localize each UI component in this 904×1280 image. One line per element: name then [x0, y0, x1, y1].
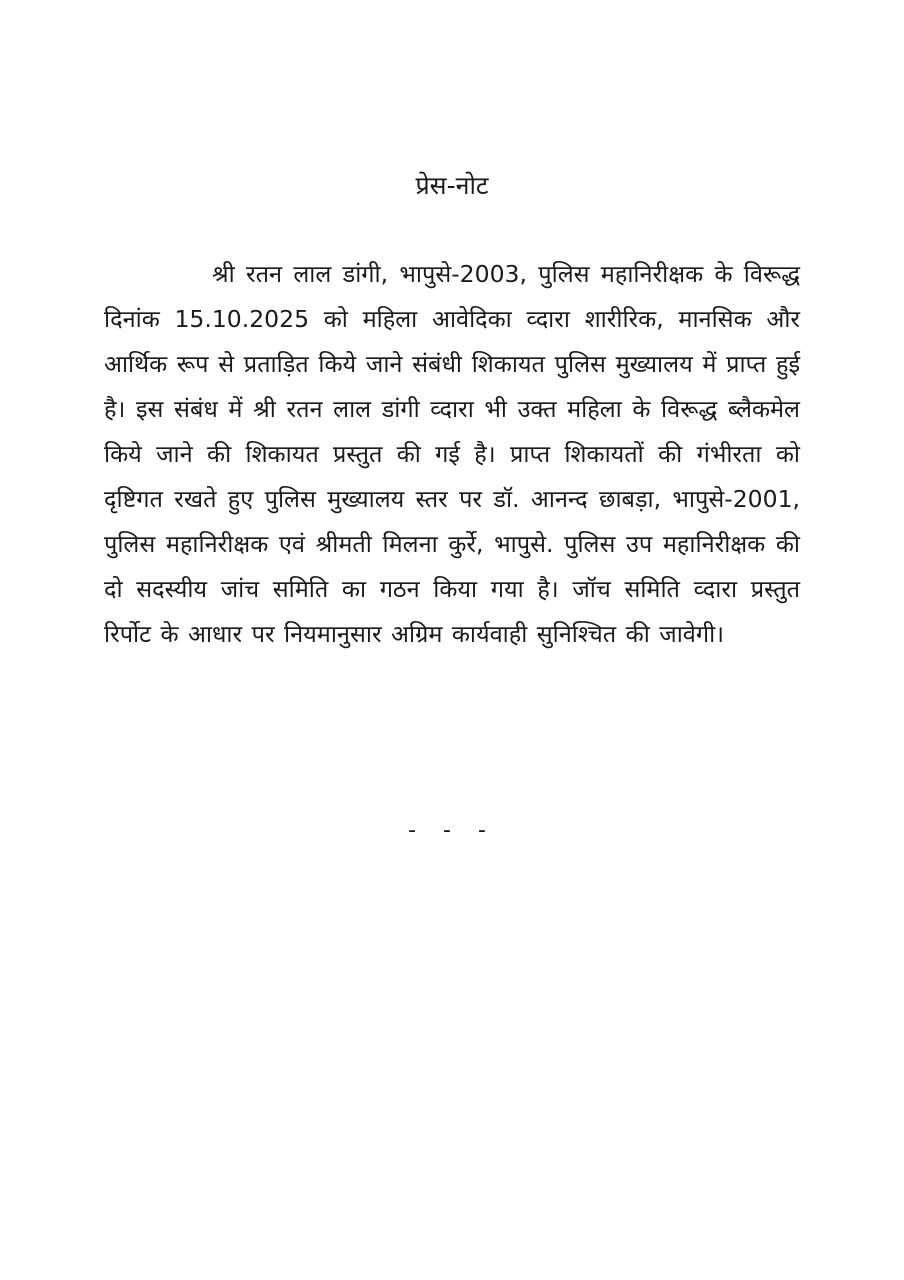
page-title: प्रेस-नोट	[415, 171, 489, 200]
press-note-body: श्री रतन लाल डांगी, भापुसे-2003, पुलिस महानिरीक्षक के विरूद्ध दिनांक 15.10.2025 को महिला आवेदिका व्दारा शारीरिक, मानसिक और आर्थिक रूप से प्रताड़ित किये जाने संबंधी शिकायत पुलिस मुख्यालय में प्राप्त हुई है। इस संबंध में श्री रतन लाल डांगी व्दारा भी उक्त महिला के विरूद्ध ब्लैकमेल किये जाने की शिकायत प्रस्तुत की गई है। प्राप्त शिकायतों की गंभीरता को दृष्टिगत रखते हुए पुलिस मुख्यालय स्तर पर डॉ. आनन्द छाबड़ा, भापुसे-2001, पुलिस महानिरीक्षक एवं श्रीमती मिलना कुर्रे, भापुसे. पुलिस उप महानिरीक्षक की दो सदस्यीय जांच समिति का गठन किया गया है। जॉच समिति व्दारा प्रस्तुत रिर्पोट के आधार पर नियमानुसार अग्रिम कार्यवाही सुनिश्चित की जावेगी।	[104, 260, 800, 648]
closing-dashes: - - -	[408, 818, 496, 843]
